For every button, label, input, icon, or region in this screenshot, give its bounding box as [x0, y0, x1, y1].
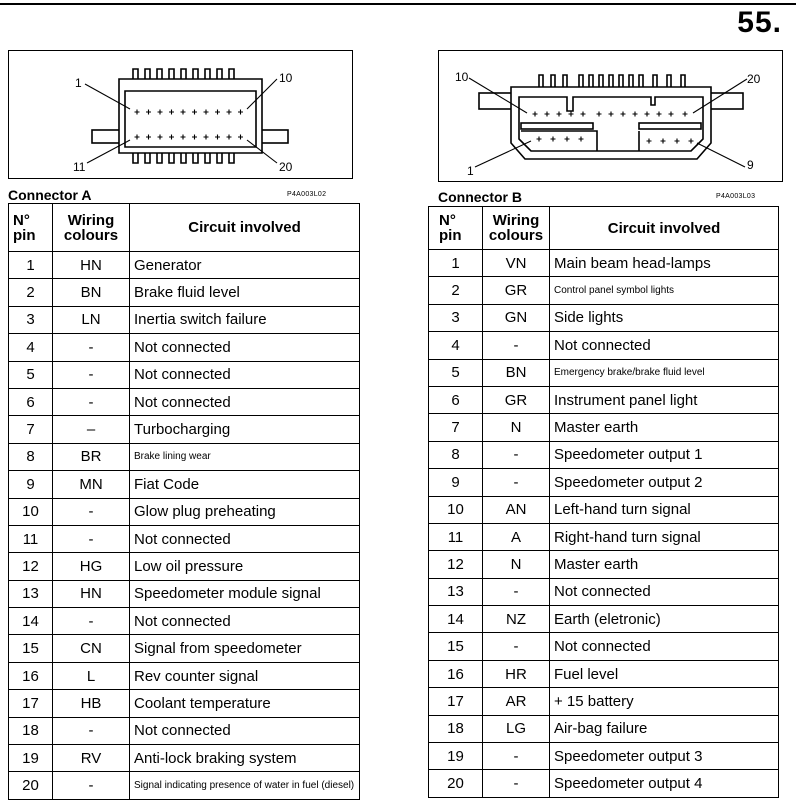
connector-b-title: Connector B [438, 189, 522, 205]
table-row [429, 277, 779, 304]
pin-cell: 11 [429, 523, 483, 550]
tooth [145, 153, 150, 163]
colour-cell: - [53, 525, 130, 552]
table-row [9, 745, 360, 772]
circuit-cell: Master earth [550, 414, 779, 441]
pin-cell: 5 [429, 359, 483, 386]
table-row [9, 252, 360, 279]
colour-cell: LN [53, 306, 130, 333]
circuit-cell: Speedometer module signal [130, 580, 360, 607]
pin-cell: 20 [9, 772, 53, 799]
pin-cell: 1 [429, 250, 483, 277]
circuit-cell: Signal from speedometer [130, 635, 360, 662]
circuit-cell: + 15 battery [550, 688, 779, 715]
connector-a-table [8, 203, 360, 800]
circuit-cell: Glow plug preheating [130, 498, 360, 525]
connector-body [119, 79, 262, 153]
circuit-cell: Brake lining wear [130, 443, 360, 470]
colour-cell: BN [53, 279, 130, 306]
header-colours-text: Wiring colours [63, 211, 119, 244]
circuit-cell: Speedometer output 2 [550, 469, 779, 496]
circuit-cell: Not connected [550, 578, 779, 605]
table-row [429, 441, 779, 468]
colour-cell: AN [483, 496, 550, 523]
table-row [9, 471, 360, 498]
tooth [681, 75, 685, 87]
tooth [551, 75, 555, 87]
top-rule [0, 3, 796, 5]
colour-cell: - [53, 608, 130, 635]
colour-cell: NZ [483, 606, 550, 633]
header-pin [429, 207, 483, 250]
pin-cell: 5 [9, 361, 53, 388]
connector-b-label-20: 20 [747, 72, 761, 86]
pin-cell: 3 [429, 304, 483, 331]
tooth [629, 75, 633, 87]
pin-cell: 4 [429, 332, 483, 359]
header-colours [53, 204, 130, 252]
colour-cell: N [483, 551, 550, 578]
pin-cell: 13 [429, 578, 483, 605]
pin-cell: 6 [9, 388, 53, 415]
tooth [539, 75, 543, 87]
connector-a-label-20: 20 [279, 160, 293, 174]
table-row [429, 551, 779, 578]
tooth [589, 75, 593, 87]
connector-b-code: P4A003L03 [716, 193, 756, 200]
tooth [169, 69, 174, 79]
pin-cell: 7 [429, 414, 483, 441]
table-row [9, 388, 360, 415]
connector-a-code: P4A003L02 [287, 191, 327, 198]
pin-cell: 9 [9, 471, 53, 498]
connector-b-label-10: 10 [455, 70, 469, 84]
circuit-cell: Fuel level [550, 660, 779, 687]
pin-cell: 19 [9, 745, 53, 772]
table-row [429, 633, 779, 660]
colour-cell: - [53, 772, 130, 799]
connector-a-label-10: 10 [279, 71, 293, 85]
tooth [145, 69, 150, 79]
tooth [217, 69, 222, 79]
connector-b-drawing [439, 51, 782, 181]
circuit-cell: Control panel symbol lights [550, 277, 779, 304]
header-pin-text: N° pin [13, 211, 36, 244]
tooth [229, 153, 234, 163]
tooth [193, 153, 198, 163]
connector-b-table [428, 206, 779, 798]
leader-line [697, 143, 745, 167]
pin-cell: 10 [429, 496, 483, 523]
table-row [9, 717, 360, 744]
colour-cell: - [53, 498, 130, 525]
colour-cell: – [53, 416, 130, 443]
table-row [429, 523, 779, 550]
pin-cell: 15 [429, 633, 483, 660]
colour-cell: L [53, 662, 130, 689]
colour-cell: CN [53, 635, 130, 662]
colour-cell: LG [483, 715, 550, 742]
table-row [429, 578, 779, 605]
pin-cell: 9 [429, 469, 483, 496]
colour-cell: - [53, 334, 130, 361]
pin-cell: 18 [429, 715, 483, 742]
pin-cell: 13 [9, 580, 53, 607]
colour-cell: HB [53, 690, 130, 717]
tooth [619, 75, 623, 87]
header-pin-text: N° pin [439, 212, 462, 244]
tooth [133, 153, 138, 163]
colour-cell: - [53, 388, 130, 415]
circuit-cell: Coolant temperature [130, 690, 360, 717]
pin-cell: 6 [429, 386, 483, 413]
table-row [9, 498, 360, 525]
circuit-cell: Air-bag failure [550, 715, 779, 742]
tooth [599, 75, 603, 87]
table-row [429, 304, 779, 331]
colour-cell: - [483, 743, 550, 770]
table-row [9, 690, 360, 717]
pin-cell: 8 [429, 441, 483, 468]
header-colours [483, 207, 550, 250]
circuit-cell: Main beam head-lamps [550, 250, 779, 277]
pin-cell: 12 [9, 553, 53, 580]
tooth [157, 69, 162, 79]
tooth [609, 75, 613, 87]
tooth [133, 69, 138, 79]
pin-cell: 2 [429, 277, 483, 304]
circuit-cell: Speedometer output 4 [550, 770, 779, 797]
circuit-cell: Instrument panel light [550, 386, 779, 413]
tooth [169, 153, 174, 163]
colour-cell: GR [483, 277, 550, 304]
circuit-cell: Not connected [130, 525, 360, 552]
table-row [9, 553, 360, 580]
colour-cell: GR [483, 386, 550, 413]
colour-cell: HN [53, 580, 130, 607]
circuit-cell: Side lights [550, 304, 779, 331]
circuit-cell: Low oil pressure [130, 553, 360, 580]
circuit-cell: Turbocharging [130, 416, 360, 443]
colour-cell: RV [53, 745, 130, 772]
colour-cell: MN [53, 471, 130, 498]
tooth [229, 69, 234, 79]
pin-cell: 16 [429, 660, 483, 687]
pin-cell: 4 [9, 334, 53, 361]
colour-cell: - [483, 633, 550, 660]
table-row [429, 743, 779, 770]
page-number: 55. [737, 6, 782, 39]
circuit-cell: Anti-lock braking system [130, 745, 360, 772]
colour-cell: - [483, 578, 550, 605]
table-row [9, 443, 360, 470]
circuit-cell: Speedometer output 1 [550, 441, 779, 468]
colour-cell: - [483, 441, 550, 468]
connector-a-label-1: 1 [75, 76, 82, 90]
colour-cell: HG [53, 553, 130, 580]
pin-cell: 17 [9, 690, 53, 717]
table-row [9, 662, 360, 689]
circuit-cell: Generator [130, 252, 360, 279]
table-row [9, 635, 360, 662]
table-row [429, 688, 779, 715]
pin-cell: 8 [9, 443, 53, 470]
table-row [429, 715, 779, 742]
colour-cell: - [53, 717, 130, 744]
circuit-cell: Not connected [550, 332, 779, 359]
circuit-cell: Speedometer output 3 [550, 743, 779, 770]
pin-cell: 14 [9, 608, 53, 635]
circuit-cell: Master earth [550, 551, 779, 578]
table-row [429, 386, 779, 413]
circuit-cell: Earth (eletronic) [550, 606, 779, 633]
table-row [429, 496, 779, 523]
table-row [429, 332, 779, 359]
pin-cell: 18 [9, 717, 53, 744]
table-row [429, 606, 779, 633]
tooth [579, 75, 583, 87]
tooth [157, 153, 162, 163]
circuit-cell: Not connected [130, 717, 360, 744]
colour-cell: HN [53, 252, 130, 279]
colour-cell: - [483, 332, 550, 359]
tooth [181, 69, 186, 79]
circuit-cell: Not connected [130, 388, 360, 415]
table-row [9, 580, 360, 607]
table-row [9, 361, 360, 388]
circuit-cell: Not connected [130, 361, 360, 388]
connector-a-drawing [9, 51, 352, 178]
table-row [9, 306, 360, 333]
colour-cell: BR [53, 443, 130, 470]
table-row [429, 469, 779, 496]
table-row [429, 660, 779, 687]
tooth [193, 69, 198, 79]
table-row [9, 416, 360, 443]
pin-cell: 1 [9, 252, 53, 279]
pin-cell: 2 [9, 279, 53, 306]
pin-cell: 10 [9, 498, 53, 525]
pin-cell: 3 [9, 306, 53, 333]
circuit-cell: Inertia switch failure [130, 306, 360, 333]
circuit-cell: Brake fluid level [130, 279, 360, 306]
pin-cell: 20 [429, 770, 483, 797]
pin-cell: 7 [9, 416, 53, 443]
tooth [653, 75, 657, 87]
tooth [639, 75, 643, 87]
colour-cell: - [53, 361, 130, 388]
connector-a-title: Connector A [8, 187, 92, 203]
colour-cell: VN [483, 250, 550, 277]
colour-cell: BN [483, 359, 550, 386]
table-row [9, 334, 360, 361]
tooth [181, 153, 186, 163]
circuit-cell: Not connected [130, 334, 360, 361]
colour-cell: HR [483, 660, 550, 687]
circuit-cell: Not connected [130, 608, 360, 635]
colour-cell: N [483, 414, 550, 441]
tooth [205, 69, 210, 79]
connector-b-label-9: 9 [747, 158, 754, 172]
tooth [205, 153, 210, 163]
pin-cell: 14 [429, 606, 483, 633]
pin-cell: 16 [9, 662, 53, 689]
tooth [563, 75, 567, 87]
pin-cell: 12 [429, 551, 483, 578]
colour-cell: GN [483, 304, 550, 331]
connector-b-diagram [438, 50, 783, 182]
table-row [429, 250, 779, 277]
connector-a-label-11: 11 [73, 160, 86, 174]
table-row [429, 359, 779, 386]
table-row [9, 279, 360, 306]
connector-a-diagram [8, 50, 353, 179]
colour-cell: - [483, 770, 550, 797]
header-circuit: Circuit involved [550, 207, 779, 250]
circuit-cell: Right-hand turn signal [550, 523, 779, 550]
circuit-cell: Fiat Code [130, 471, 360, 498]
table-row [429, 414, 779, 441]
circuit-cell: Rev counter signal [130, 662, 360, 689]
header-pin [9, 204, 53, 252]
colour-cell: A [483, 523, 550, 550]
table-row [9, 608, 360, 635]
table-row [429, 770, 779, 797]
tooth [217, 153, 222, 163]
table-row [9, 525, 360, 552]
colour-cell: - [483, 469, 550, 496]
tooth [667, 75, 671, 87]
colour-cell: AR [483, 688, 550, 715]
pin-cell: 15 [9, 635, 53, 662]
circuit-cell: Emergency brake/brake fluid level [550, 359, 779, 386]
pin-cell: 17 [429, 688, 483, 715]
header-colours-text: Wiring colours [488, 212, 544, 244]
circuit-cell: Left-hand turn signal [550, 496, 779, 523]
header-circuit: Circuit involved [130, 204, 360, 252]
table-row [9, 772, 360, 799]
connector-b-label-1: 1 [467, 164, 474, 178]
pin-cell: 19 [429, 743, 483, 770]
pin-cell: 11 [9, 525, 53, 552]
circuit-cell: Not connected [550, 633, 779, 660]
circuit-cell: Signal indicating presence of water in fuel (diesel) [130, 772, 360, 799]
